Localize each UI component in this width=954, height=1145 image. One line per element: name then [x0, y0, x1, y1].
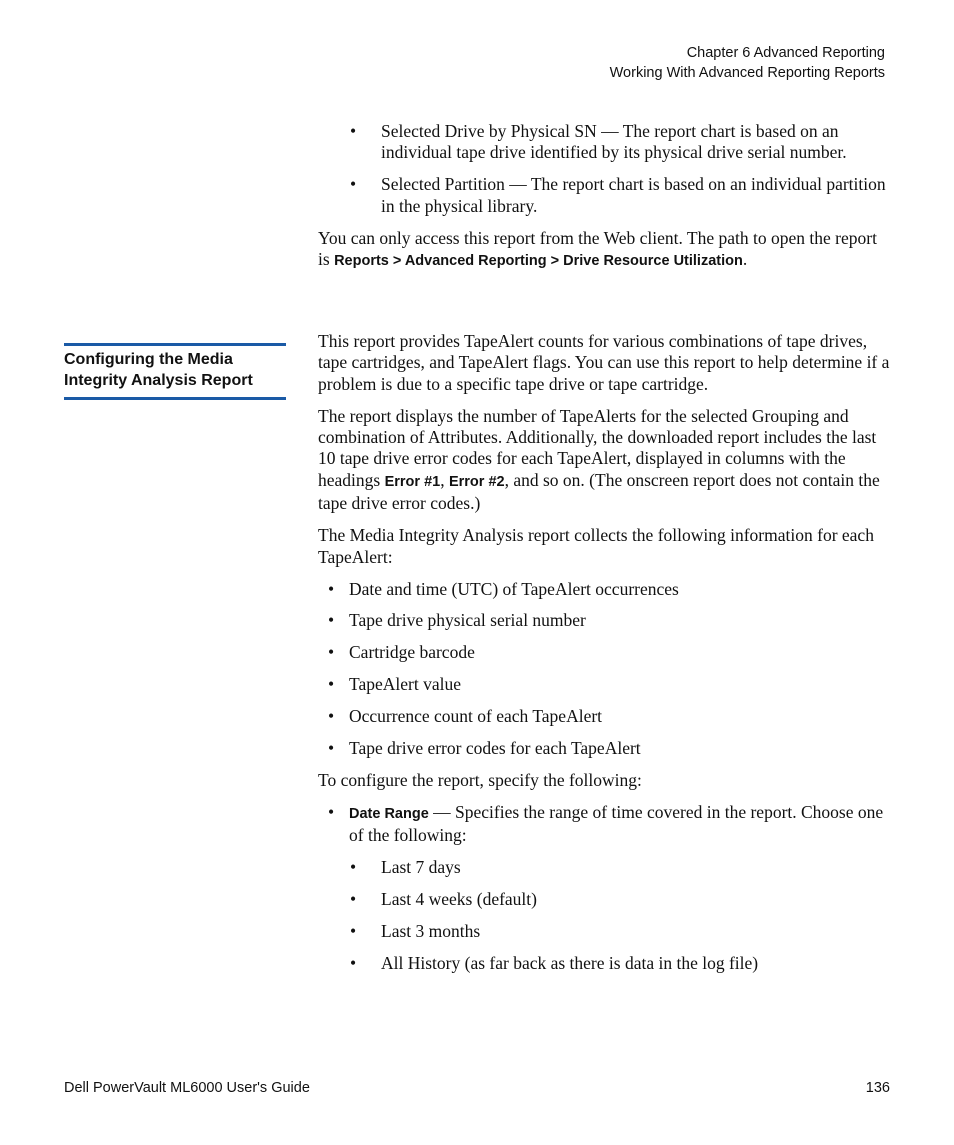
error-heading-1: Error #1 — [384, 473, 441, 490]
list-item-text: Selected Drive by Physical SN — The report chart is based on an individual tape drive identified by its physical drive serial number. — [381, 121, 847, 163]
bullet-icon: • — [350, 174, 357, 195]
bullet-icon: • — [350, 121, 357, 141]
list-item: • Tape drive error codes for each TapeAlert — [328, 738, 641, 759]
bullet-icon: • — [328, 706, 335, 727]
main-content — [318, 121, 890, 985]
list-item — [318, 174, 890, 217]
bullet-icon: • — [350, 952, 357, 973]
error-heading-2: Error #2 — [448, 473, 505, 490]
intro-paragraph: This report provides TapeAlert counts for various combinations of tape drives, tape cartridges, and TapeAlert flags. You can use this report to help determine if a problem is due to a specific tape drive or tape cartridge. — [318, 330, 890, 394]
bullet-icon: • — [328, 642, 335, 663]
header-section: Working With Advanced Reporting Reports — [609, 65, 885, 81]
side-heading: Configuring the Media Integrity Analysis Report — [64, 343, 286, 400]
bullet-icon: • — [350, 889, 357, 910]
date-range-item: • Date Range — Specifies the range of time covered in the report. Choose one of the following: — [328, 801, 884, 846]
display-paragraph: The report displays the number of TapeAlerts for the selected Grouping and combination of Attributes. Additionally, the downloaded report includes the last 10 tape drive error codes for each TapeAlert, displayed in columns with the headings Error #1, Error #2, and so on. (The onscreen report does not contain the tape drive error codes.) — [318, 405, 880, 514]
list-item: • Occurrence count of each TapeAlert — [328, 706, 603, 727]
list-item: • Last 7 days — [350, 857, 461, 878]
running-header — [610, 43, 885, 83]
list-item: • Tape drive physical serial number — [328, 610, 586, 631]
footer-title: Dell PowerVault ML6000 User's Guide — [64, 1080, 310, 1096]
date-range-label: Date Range — [349, 805, 429, 822]
list-item: • Date and time (UTC) of TapeAlert occurrences — [328, 578, 679, 599]
list-item: • Last 4 weeks (default) — [350, 889, 537, 910]
configure-paragraph: To configure the report, specify the following: — [318, 769, 642, 790]
access-paragraph: You can only access this report from the Web client. The path to open the report is Reports > Advanced Reporting > Drive Resource Utilization. — [318, 227, 877, 270]
page-number: 136 — [865, 1080, 890, 1096]
header-chapter: Chapter 6 Advanced Reporting — [686, 45, 885, 61]
list-item: • TapeAlert value — [328, 674, 461, 695]
menu-path: Reports > Advanced Reporting > Drive Resource Utilization — [334, 253, 743, 270]
list-item: • Cartridge barcode — [328, 642, 475, 663]
list-item-text: Selected Partition — The report chart is based on an individual partition in the physical library. — [381, 174, 886, 216]
bullet-icon: • — [328, 801, 335, 822]
bullet-icon: • — [328, 610, 335, 631]
collects-paragraph: The Media Integrity Analysis report collects the following information for each TapeAlert: — [318, 525, 874, 567]
bullet-icon: • — [350, 857, 357, 878]
list-item: • Last 3 months — [350, 920, 481, 941]
list-item: • All History (as far back as there is data in the log file) — [350, 952, 759, 973]
bullet-icon: • — [328, 738, 335, 759]
bullet-icon: • — [328, 578, 335, 599]
bullet-icon: • — [328, 674, 335, 695]
list-item — [318, 121, 890, 164]
bullet-icon: • — [350, 920, 357, 941]
